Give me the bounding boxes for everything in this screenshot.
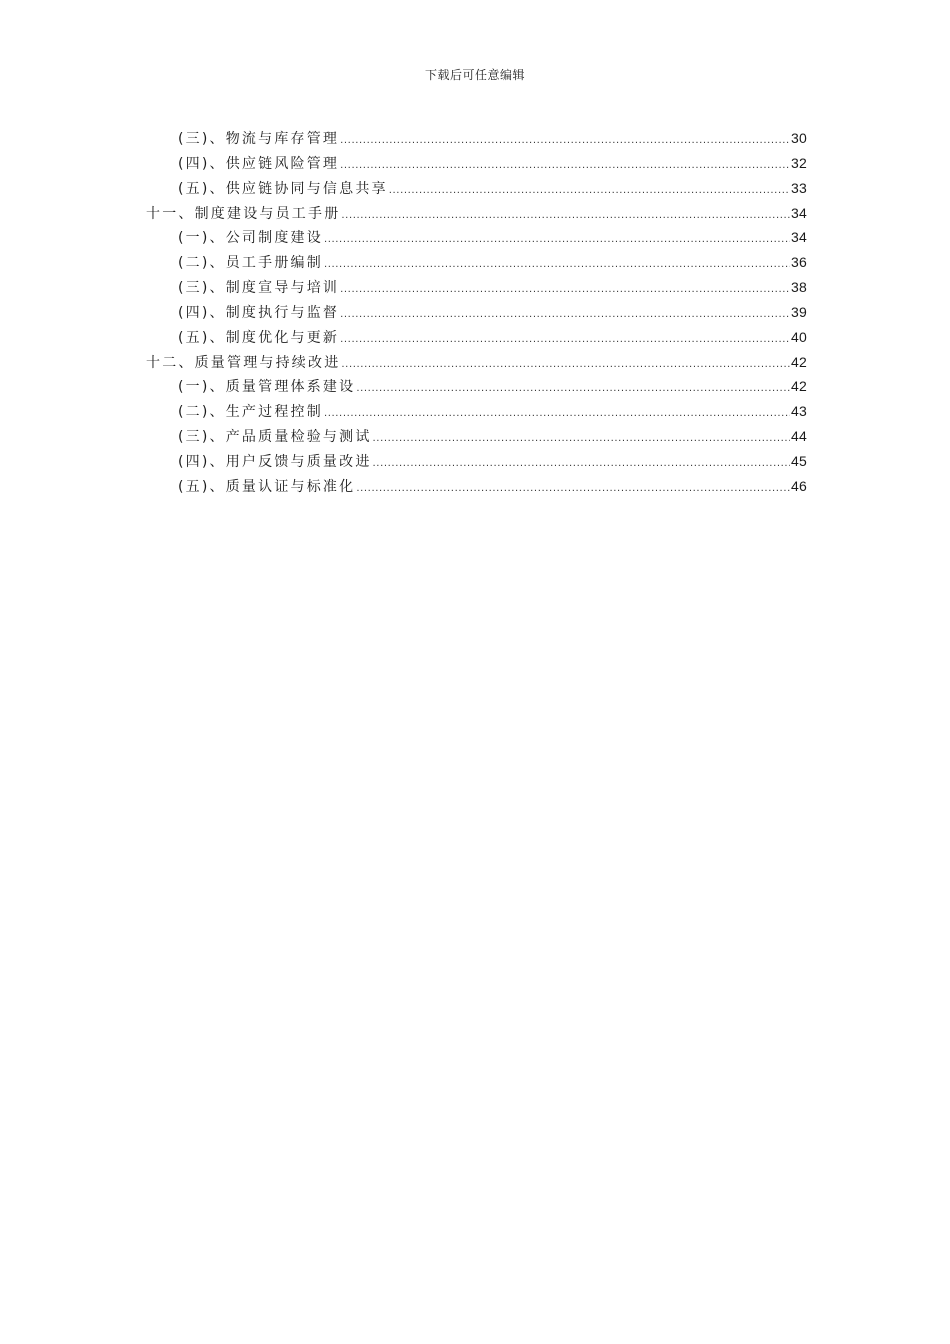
toc-entry-page: 42 bbox=[791, 353, 807, 370]
toc-entry[interactable] bbox=[146, 176, 807, 201]
toc-entry-page: 39 bbox=[791, 303, 807, 320]
toc-entry[interactable] bbox=[146, 250, 807, 275]
toc-entry-label: 十一、制度建设与员工手册 bbox=[146, 205, 341, 222]
toc-entry-page: 40 bbox=[791, 328, 807, 345]
toc-entry[interactable] bbox=[146, 225, 807, 250]
toc-entry-page: 38 bbox=[791, 279, 807, 296]
toc-leader-dots bbox=[341, 204, 790, 229]
toc-entry[interactable] bbox=[146, 325, 807, 350]
toc-leader-dots bbox=[340, 303, 790, 328]
toc-chapter-entry[interactable] bbox=[146, 201, 807, 226]
toc-entry-page: 42 bbox=[791, 378, 807, 395]
toc-leader-dots bbox=[356, 477, 790, 502]
toc-entry-page: 36 bbox=[791, 254, 807, 271]
toc-entry-page: 44 bbox=[791, 428, 807, 445]
toc-leader-dots bbox=[373, 452, 790, 477]
toc-entry-page: 32 bbox=[791, 154, 807, 171]
toc-leader-dots bbox=[324, 228, 790, 253]
toc-entry[interactable] bbox=[146, 300, 807, 325]
toc-entry-label: (三)、制度宣导与培训 bbox=[178, 280, 340, 297]
toc-leader-dots bbox=[340, 129, 790, 154]
toc-entry-label: (五)、供应链协同与信息共享 bbox=[178, 180, 388, 197]
toc-entry-page: 34 bbox=[791, 204, 807, 221]
toc-entry[interactable] bbox=[146, 449, 807, 474]
page-header: 下载后可任意编辑 bbox=[424, 68, 525, 82]
toc-leader-dots bbox=[389, 179, 790, 204]
toc-entry-label: (一)、质量管理体系建设 bbox=[178, 379, 356, 396]
toc-entry-label: (四)、供应链风险管理 bbox=[178, 155, 340, 172]
toc-entry-page: 43 bbox=[791, 403, 807, 420]
toc-leader-dots bbox=[373, 427, 790, 452]
toc-leader-dots bbox=[324, 253, 790, 278]
toc-entry-page: 46 bbox=[791, 477, 807, 494]
toc-entry-label: (四)、用户反馈与质量改进 bbox=[178, 453, 372, 470]
toc-leader-dots bbox=[340, 154, 790, 179]
toc-entry-label: (二)、生产过程控制 bbox=[178, 404, 323, 421]
toc-entry-page: 30 bbox=[791, 130, 807, 146]
toc-entry-page: 33 bbox=[791, 179, 807, 196]
toc-entry-label: (一)、公司制度建设 bbox=[178, 230, 323, 247]
toc-entry-page: 34 bbox=[791, 229, 807, 246]
toc-entry[interactable] bbox=[146, 151, 807, 176]
toc-entry-label: 十二、质量管理与持续改进 bbox=[146, 354, 341, 371]
toc-entry[interactable] bbox=[146, 424, 807, 449]
toc-entry-label: (五)、制度优化与更新 bbox=[178, 329, 340, 346]
toc-entry-label: (三)、产品质量检验与测试 bbox=[178, 429, 372, 446]
toc-entry-label: (二)、员工手册编制 bbox=[178, 255, 323, 272]
toc-leader-dots bbox=[324, 402, 790, 427]
toc-leader-dots bbox=[340, 278, 790, 303]
toc-entry-label: (五)、质量认证与标准化 bbox=[178, 478, 356, 495]
toc-leader-dots bbox=[340, 328, 790, 353]
toc-entry[interactable] bbox=[146, 374, 807, 399]
toc-entry[interactable] bbox=[146, 275, 807, 300]
toc-entry[interactable] bbox=[146, 399, 807, 424]
toc-entry-label: (四)、制度执行与监督 bbox=[178, 304, 340, 321]
toc-entry-label: (三)、物流与库存管理 bbox=[178, 131, 340, 147]
toc-entry[interactable] bbox=[146, 474, 807, 499]
toc-entry-page: 45 bbox=[791, 452, 807, 469]
toc-entry[interactable] bbox=[146, 126, 807, 151]
table-of-contents bbox=[146, 126, 807, 499]
toc-chapter-entry[interactable] bbox=[146, 350, 807, 375]
toc-leader-dots bbox=[356, 377, 790, 402]
toc-leader-dots bbox=[341, 353, 790, 378]
